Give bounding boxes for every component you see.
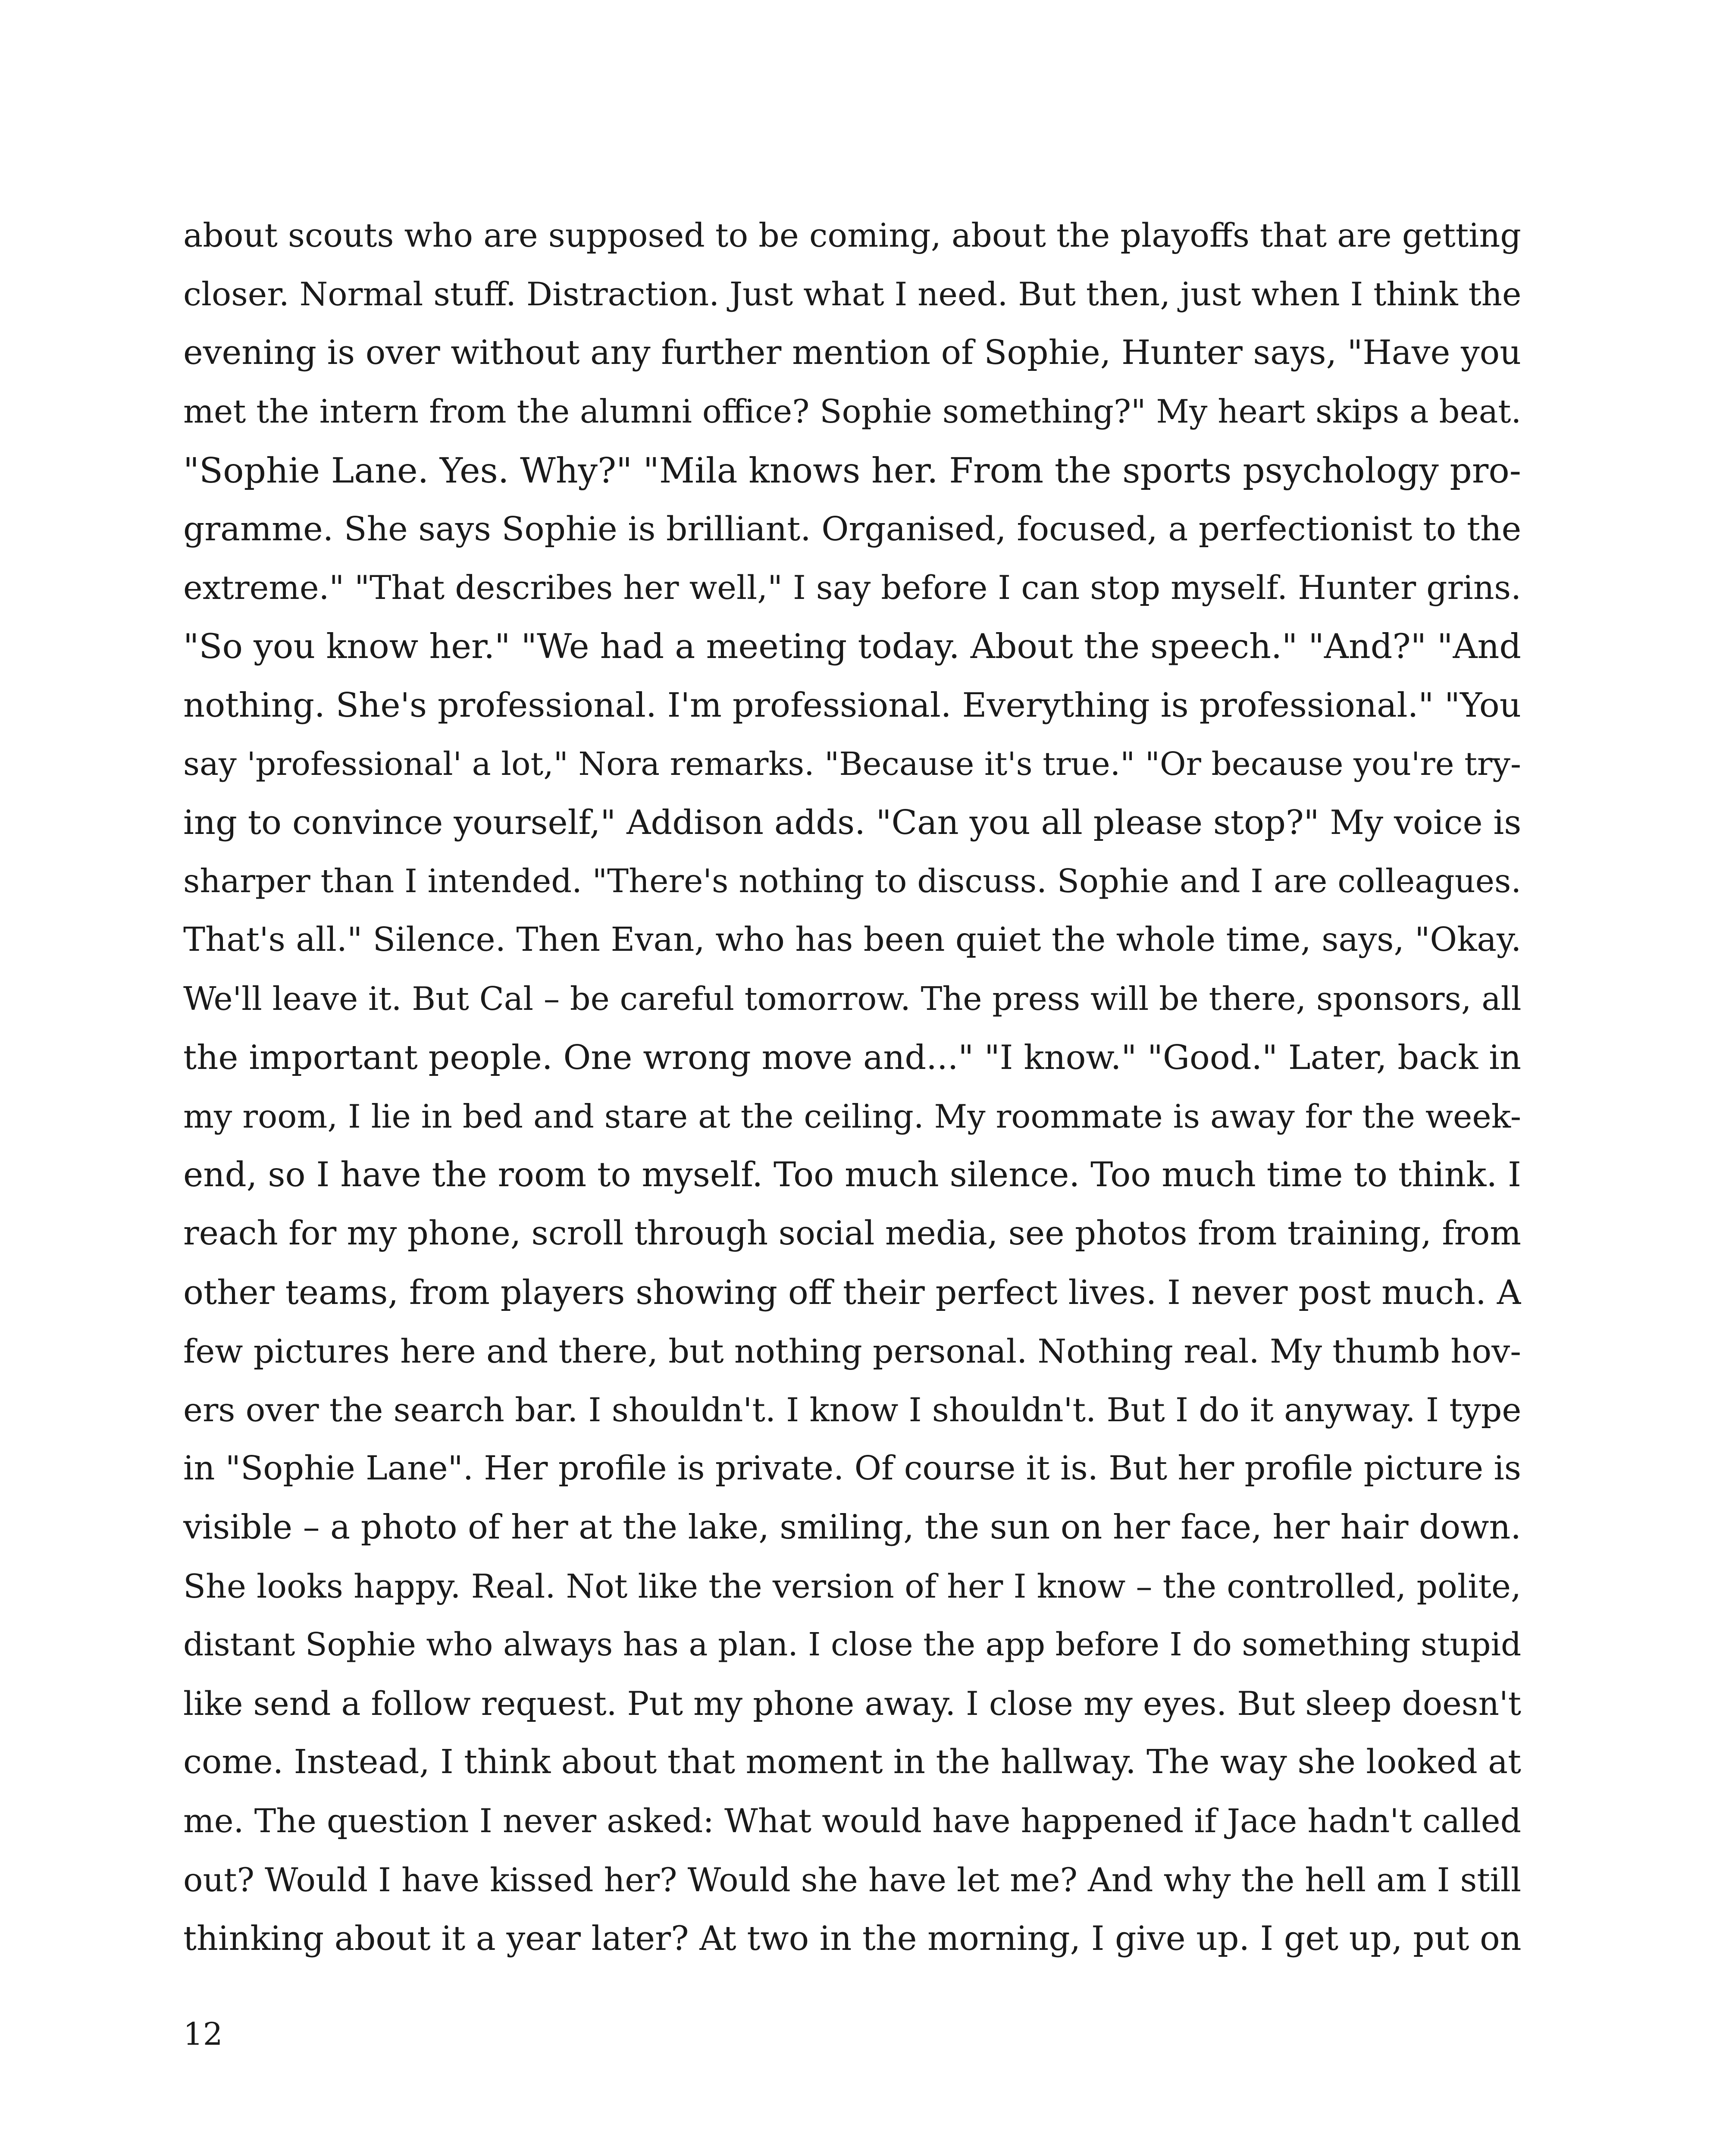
- text-line: the important people. One wrong move and..." "I know." "Good." Later, back in: [183, 1038, 1521, 1077]
- body-text: [183, 206, 1521, 1968]
- text-line: me. The question I never asked: What would have happened if Jace hadn't called: [183, 1802, 1521, 1840]
- text-line: thinking about it a year later? At two in the morning, I give up. I get up, put on: [183, 1919, 1521, 1958]
- text-line: extreme." "That describes her well," I say before I can stop myself. Hunter grins.: [183, 569, 1521, 607]
- text-line: other teams, from players showing off their perfect lives. I never post much. A: [183, 1273, 1521, 1312]
- text-line: That's all." Silence. Then Evan, who has been quiet the whole time, says, "Okay.: [183, 921, 1521, 959]
- text-line: visible – a photo of her at the lake, smiling, the sun on her face, her hair down.: [183, 1508, 1521, 1547]
- text-line: ers over the search bar. I shouldn't. I know I shouldn't. But I do it anyway. I type: [183, 1391, 1521, 1429]
- text-line: in "Sophie Lane". Her profile is private. Of course it is. But her profile picture is: [183, 1449, 1521, 1488]
- text-line: sharper than I intended. "There's nothing to discuss. Sophie and I are colleagues.: [183, 862, 1521, 900]
- text-line: We'll leave it. But Cal – be careful tomorrow. The press will be there, sponsors, all: [183, 980, 1521, 1018]
- text-line: distant Sophie who always has a plan. I close the app before I do something stupid: [183, 1626, 1521, 1663]
- text-line: my room, I lie in bed and stare at the ceiling. My roommate is away for the week-: [183, 1097, 1521, 1136]
- text-line: ing to convince yourself," Addison adds. "Can you all please stop?" My voice is: [183, 803, 1521, 843]
- text-line: evening is over without any further mention of Sophie, Hunter says, "Have you: [183, 333, 1521, 373]
- text-line: gramme. She says Sophie is brilliant. Organised, focused, a perfectionist to the: [183, 510, 1521, 549]
- text-line: come. Instead, I think about that moment in the hallway. The way she looked at: [183, 1743, 1521, 1782]
- text-line: say 'professional' a lot," Nora remarks. "Because it's true." "Or because you're try-: [183, 745, 1521, 783]
- text-line: "So you know her." "We had a meeting today. About the speech." "And?" "And: [183, 627, 1521, 667]
- page-number: 12: [183, 2016, 223, 2052]
- text-line: met the intern from the alumni office? Sophie something?" My heart skips a beat.: [183, 392, 1521, 430]
- text-line: like send a follow request. Put my phone away. I close my eyes. But sleep doesn't: [183, 1685, 1521, 1723]
- text-line: She looks happy. Real. Not like the version of her I know – the controlled, polite,: [183, 1567, 1521, 1605]
- text-line: closer. Normal stuff. Distraction. Just what I need. But then, just when I think the: [183, 275, 1521, 313]
- text-line: about scouts who are supposed to be coming, about the playoffs that are getting: [183, 216, 1521, 254]
- text-line: out? Would I have kissed her? Would she have let me? And why the hell am I still: [183, 1861, 1521, 1899]
- text-line: nothing. She's professional. I'm professional. Everything is professional." "You: [183, 686, 1521, 725]
- text-line: "Sophie Lane. Yes. Why?" "Mila knows her. From the sports psychology pro-: [183, 450, 1521, 491]
- text-line: reach for my phone, scroll through social media, see photos from training, from: [183, 1214, 1521, 1253]
- text-line: end, so I have the room to myself. Too much silence. Too much time to think. I: [183, 1155, 1521, 1195]
- text-line: few pictures here and there, but nothing personal. Nothing real. My thumb hov-: [183, 1332, 1521, 1370]
